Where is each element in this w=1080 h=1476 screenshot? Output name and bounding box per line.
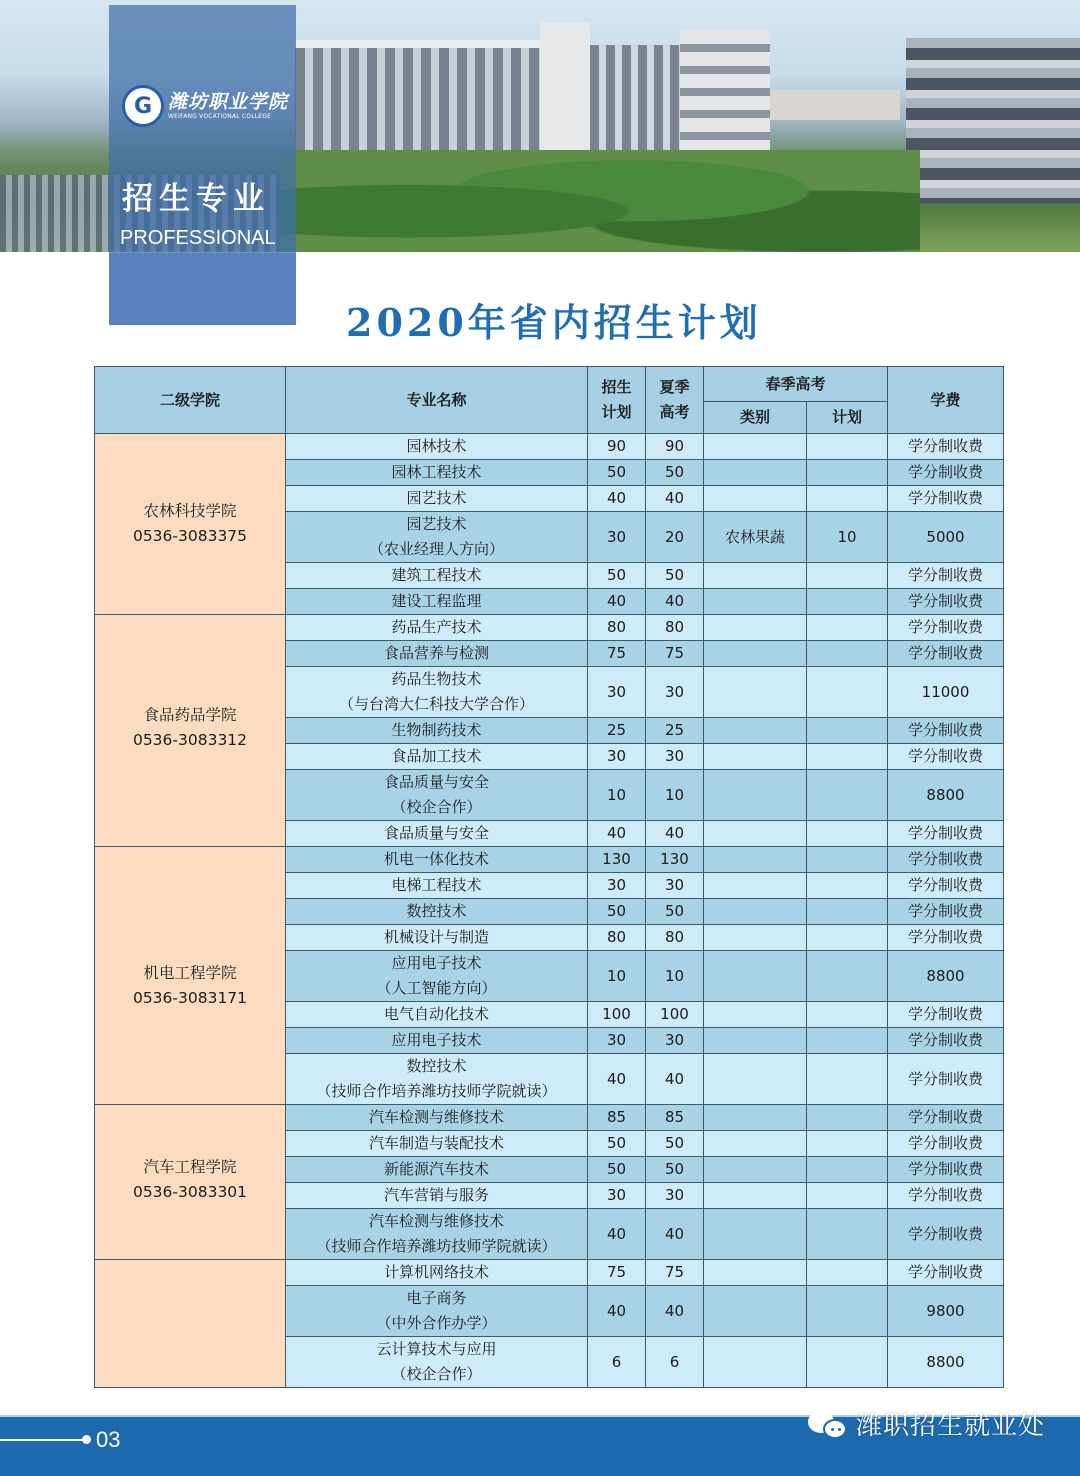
wechat-account-watermark xyxy=(808,1409,1045,1443)
summer-exam-cell: 6 xyxy=(646,1337,704,1388)
section-subtitle: PROFESSIONAL xyxy=(120,227,276,249)
tuition-cell: 学分制收费 xyxy=(888,718,1004,744)
spring-category-cell xyxy=(704,1337,807,1388)
major-cell xyxy=(286,667,588,718)
summer-exam-cell: 100 xyxy=(646,1002,704,1028)
major-name: 食品营养与检测 xyxy=(383,644,489,662)
summer-exam-cell: 50 xyxy=(646,1157,704,1183)
enroll-plan-cell: 30 xyxy=(588,512,646,563)
enroll-plan-cell: 30 xyxy=(588,873,646,899)
tuition-cell: 学分制收费 xyxy=(888,1131,1004,1157)
header-spring-exam: 春季高考 xyxy=(704,367,888,402)
summer-exam-cell: 40 xyxy=(646,1054,704,1105)
summer-exam-cell: 80 xyxy=(646,615,704,641)
college-cell xyxy=(95,1105,286,1260)
major-name: 数控技术 xyxy=(406,902,467,920)
spring-category-cell xyxy=(704,615,807,641)
tuition-cell: 11000 xyxy=(888,667,1004,718)
tuition-cell: 学分制收费 xyxy=(888,925,1004,951)
major-name: 机械设计与制造 xyxy=(383,928,489,946)
spring-plan-cell xyxy=(807,1105,888,1131)
major-note: （技师合作培养潍坊技师学院就读） xyxy=(316,1082,557,1100)
major-cell xyxy=(286,1209,588,1260)
summer-exam-cell: 25 xyxy=(646,718,704,744)
tuition-cell: 8800 xyxy=(888,951,1004,1002)
spring-category-cell xyxy=(704,821,807,847)
summer-exam-cell: 50 xyxy=(646,899,704,925)
spring-category-cell xyxy=(704,486,807,512)
enroll-plan-cell: 75 xyxy=(588,1260,646,1286)
major-name: 新能源汽车技术 xyxy=(383,1160,489,1178)
major-cell xyxy=(286,615,588,641)
major-note: （农业经理人方向） xyxy=(368,540,504,558)
enroll-plan-cell: 10 xyxy=(588,951,646,1002)
major-name: 汽车营销与服务 xyxy=(383,1186,489,1204)
major-name: 汽车检测与维修技术 xyxy=(368,1212,504,1230)
spring-category-cell xyxy=(704,1002,807,1028)
tuition-cell: 学分制收费 xyxy=(888,1028,1004,1054)
spring-plan-cell xyxy=(807,615,888,641)
major-cell xyxy=(286,460,588,486)
major-cell xyxy=(286,1286,588,1337)
major-name: 园林工程技术 xyxy=(391,463,482,481)
enroll-plan-cell: 30 xyxy=(588,1183,646,1209)
header-major: 专业名称 xyxy=(286,367,588,434)
spring-category-cell xyxy=(704,847,807,873)
school-name-en: WEIFANG VOCATIONAL COLLEGE xyxy=(168,113,272,120)
enroll-plan-cell: 30 xyxy=(588,744,646,770)
major-note: （人工智能方向） xyxy=(376,979,497,997)
spring-category-cell xyxy=(704,744,807,770)
major-cell xyxy=(286,589,588,615)
spring-plan-cell xyxy=(807,1131,888,1157)
major-cell xyxy=(286,1157,588,1183)
college-cell xyxy=(95,615,286,847)
major-cell xyxy=(286,1054,588,1105)
major-name: 电子商务 xyxy=(406,1289,467,1307)
spring-plan-cell xyxy=(807,1337,888,1388)
header-tuition: 学费 xyxy=(888,367,1004,434)
spring-category-cell xyxy=(704,1260,807,1286)
summer-exam-cell: 75 xyxy=(646,641,704,667)
building-shape xyxy=(906,38,1080,203)
enroll-plan-cell: 40 xyxy=(588,589,646,615)
major-cell xyxy=(286,1260,588,1286)
major-name: 园林技术 xyxy=(406,437,467,455)
spring-plan-cell xyxy=(807,951,888,1002)
major-name: 食品质量与安全 xyxy=(383,773,489,791)
major-cell xyxy=(286,1105,588,1131)
header-spring-category: 类别 xyxy=(704,402,807,434)
spring-plan-cell xyxy=(807,873,888,899)
footer-decor-dot xyxy=(82,1435,91,1444)
major-cell xyxy=(286,512,588,563)
major-cell xyxy=(286,873,588,899)
enroll-plan-cell: 90 xyxy=(588,434,646,460)
spring-plan-cell xyxy=(807,434,888,460)
header-enroll-plan: 招生 计划 xyxy=(588,367,646,434)
college-phone: 0536-3083312 xyxy=(132,731,248,749)
college-name: 汽车工程学院 xyxy=(143,1158,237,1176)
summer-exam-cell: 50 xyxy=(646,460,704,486)
tuition-cell: 学分制收费 xyxy=(888,563,1004,589)
major-cell xyxy=(286,718,588,744)
major-note: （中外合作办学） xyxy=(376,1314,497,1332)
enroll-plan-cell: 30 xyxy=(588,667,646,718)
major-name: 建设工程监理 xyxy=(391,592,482,610)
tuition-cell: 9800 xyxy=(888,1286,1004,1337)
major-name: 食品质量与安全 xyxy=(383,824,489,842)
summer-exam-cell: 40 xyxy=(646,589,704,615)
table-row xyxy=(95,1260,1004,1286)
major-cell xyxy=(286,1028,588,1054)
summer-exam-cell: 30 xyxy=(646,1028,704,1054)
summer-exam-cell: 20 xyxy=(646,512,704,563)
enroll-plan-cell: 40 xyxy=(588,486,646,512)
major-name: 建筑工程技术 xyxy=(391,566,482,584)
spring-plan-cell xyxy=(807,589,888,615)
spring-plan-cell xyxy=(807,847,888,873)
spring-plan-cell xyxy=(807,1028,888,1054)
tuition-cell: 5000 xyxy=(888,512,1004,563)
spring-plan-cell xyxy=(807,718,888,744)
tuition-cell: 学分制收费 xyxy=(888,847,1004,873)
major-name: 电气自动化技术 xyxy=(383,1005,489,1023)
tuition-cell: 学分制收费 xyxy=(888,1157,1004,1183)
summer-exam-cell: 80 xyxy=(646,925,704,951)
tuition-cell: 学分制收费 xyxy=(888,589,1004,615)
college-phone: 0536-3083301 xyxy=(132,1183,248,1201)
tuition-cell: 8800 xyxy=(888,1337,1004,1388)
spring-plan-cell xyxy=(807,667,888,718)
major-cell xyxy=(286,1183,588,1209)
summer-exam-cell: 50 xyxy=(646,563,704,589)
tuition-cell: 学分制收费 xyxy=(888,486,1004,512)
summer-exam-cell: 40 xyxy=(646,486,704,512)
major-name: 药品生物技术 xyxy=(391,670,482,688)
summer-exam-cell: 40 xyxy=(646,1286,704,1337)
building-shape xyxy=(295,40,545,160)
spring-plan-cell xyxy=(807,1260,888,1286)
major-name: 应用电子技术 xyxy=(391,1031,482,1049)
spring-category-cell xyxy=(704,1028,807,1054)
summer-exam-cell: 30 xyxy=(646,744,704,770)
tuition-cell: 学分制收费 xyxy=(888,1002,1004,1028)
major-name: 机电一体化技术 xyxy=(383,850,489,868)
building-shape xyxy=(590,45,680,155)
major-name: 园艺技术 xyxy=(406,515,467,533)
school-emblem-icon: G xyxy=(122,85,164,127)
spring-category-cell xyxy=(704,951,807,1002)
tuition-cell: 学分制收费 xyxy=(888,460,1004,486)
spring-category-cell xyxy=(704,1054,807,1105)
spring-category-cell xyxy=(704,1105,807,1131)
table-row xyxy=(95,615,1004,641)
tuition-cell: 学分制收费 xyxy=(888,1209,1004,1260)
spring-plan-cell xyxy=(807,1183,888,1209)
tuition-cell: 学分制收费 xyxy=(888,873,1004,899)
table-row xyxy=(95,434,1004,460)
enroll-plan-cell: 80 xyxy=(588,925,646,951)
enroll-plan-cell: 100 xyxy=(588,1002,646,1028)
wechat-account-name: 潍职招生就业处 xyxy=(856,1411,1046,1441)
summer-exam-cell: 10 xyxy=(646,770,704,821)
school-name-cn: 潍坊职业学院 xyxy=(168,91,289,113)
major-cell xyxy=(286,925,588,951)
college-phone: 0536-3083171 xyxy=(132,988,248,1007)
tuition-cell: 学分制收费 xyxy=(888,1054,1004,1105)
building-shape xyxy=(770,90,900,120)
enroll-plan-cell: 10 xyxy=(588,770,646,821)
enroll-plan-cell: 80 xyxy=(588,615,646,641)
tuition-cell: 学分制收费 xyxy=(888,641,1004,667)
enroll-plan-cell: 130 xyxy=(588,847,646,873)
summer-exam-cell: 85 xyxy=(646,1105,704,1131)
spring-category-cell: 农林果蔬 xyxy=(704,512,807,563)
tuition-cell: 学分制收费 xyxy=(888,1105,1004,1131)
spring-category-cell xyxy=(704,1209,807,1260)
major-name: 汽车制造与装配技术 xyxy=(368,1134,504,1152)
spring-plan-cell xyxy=(807,486,888,512)
section-title: 招生专业 xyxy=(122,181,270,217)
major-cell xyxy=(286,1337,588,1388)
enroll-plan-cell: 50 xyxy=(588,460,646,486)
major-cell xyxy=(286,641,588,667)
spring-plan-cell xyxy=(807,744,888,770)
enroll-plan-cell: 50 xyxy=(588,1131,646,1157)
wechat-icon xyxy=(808,1409,850,1443)
enrollment-plan-table xyxy=(94,366,1004,1388)
spring-plan-cell xyxy=(807,770,888,821)
tuition-cell: 8800 xyxy=(888,770,1004,821)
spring-category-cell xyxy=(704,563,807,589)
footer-decor-line xyxy=(0,1439,84,1441)
building-shape xyxy=(540,22,590,162)
major-note: （校企合作） xyxy=(391,1365,482,1383)
table-row xyxy=(95,847,1004,873)
major-name: 应用电子技术 xyxy=(391,954,482,972)
enroll-plan-cell: 30 xyxy=(588,1028,646,1054)
major-cell xyxy=(286,1131,588,1157)
major-cell xyxy=(286,486,588,512)
spring-category-cell xyxy=(704,1131,807,1157)
major-name: 云计算技术与应用 xyxy=(376,1340,497,1358)
spring-category-cell xyxy=(704,873,807,899)
major-note: （与台湾大仁科技大学合作） xyxy=(338,695,534,713)
header-summer-exam: 夏季 高考 xyxy=(646,367,704,434)
tuition-cell: 学分制收费 xyxy=(888,899,1004,925)
spring-category-cell xyxy=(704,718,807,744)
college-name: 农林科技学院 xyxy=(143,502,237,520)
college-cell xyxy=(95,847,286,1105)
spring-plan-cell xyxy=(807,899,888,925)
major-cell xyxy=(286,951,588,1002)
summer-exam-cell: 75 xyxy=(646,1260,704,1286)
major-note: （校企合作） xyxy=(391,798,482,816)
major-name: 汽车检测与维修技术 xyxy=(368,1108,504,1126)
major-note: （技师合作培养潍坊技师学院就读） xyxy=(316,1237,557,1255)
spring-plan-cell xyxy=(807,1209,888,1260)
major-cell xyxy=(286,770,588,821)
enroll-plan-cell: 40 xyxy=(588,1286,646,1337)
spring-category-cell xyxy=(704,460,807,486)
spring-category-cell xyxy=(704,925,807,951)
tuition-cell: 学分制收费 xyxy=(888,615,1004,641)
major-cell xyxy=(286,434,588,460)
major-cell xyxy=(286,563,588,589)
spring-category-cell xyxy=(704,667,807,718)
header-spring-plan: 计划 xyxy=(807,402,888,434)
school-logo xyxy=(122,85,288,127)
major-cell xyxy=(286,821,588,847)
spring-plan-cell: 10 xyxy=(807,512,888,563)
tuition-cell: 学分制收费 xyxy=(888,1260,1004,1286)
spring-plan-cell xyxy=(807,925,888,951)
major-name: 电梯工程技术 xyxy=(391,876,482,894)
table-row xyxy=(95,1105,1004,1131)
spring-plan-cell xyxy=(807,1286,888,1337)
tuition-cell: 学分制收费 xyxy=(888,821,1004,847)
building-shape xyxy=(680,30,770,160)
spring-plan-cell xyxy=(807,821,888,847)
enroll-plan-cell: 6 xyxy=(588,1337,646,1388)
spring-plan-cell xyxy=(807,641,888,667)
enroll-plan-cell: 75 xyxy=(588,641,646,667)
major-cell xyxy=(286,1002,588,1028)
spring-plan-cell xyxy=(807,460,888,486)
enroll-plan-cell: 85 xyxy=(588,1105,646,1131)
page-number: 03 xyxy=(96,1427,121,1452)
enroll-plan-cell: 50 xyxy=(588,1157,646,1183)
major-cell xyxy=(286,847,588,873)
page-title: 2020年省内招生计划 xyxy=(346,300,762,345)
spring-category-cell xyxy=(704,1157,807,1183)
summer-exam-cell: 30 xyxy=(646,1183,704,1209)
enroll-plan-cell: 40 xyxy=(588,1054,646,1105)
spring-plan-cell xyxy=(807,1054,888,1105)
spring-plan-cell xyxy=(807,563,888,589)
enroll-plan-cell: 40 xyxy=(588,1209,646,1260)
enroll-plan-cell: 50 xyxy=(588,563,646,589)
trees-shape xyxy=(280,150,920,252)
spring-category-cell xyxy=(704,899,807,925)
brand-panel xyxy=(109,5,296,325)
summer-exam-cell: 50 xyxy=(646,1131,704,1157)
college-name: 食品药品学院 xyxy=(143,706,237,724)
summer-exam-cell: 10 xyxy=(646,951,704,1002)
spring-category-cell xyxy=(704,1183,807,1209)
college-name: 机电工程学院 xyxy=(143,963,237,982)
major-cell xyxy=(286,899,588,925)
summer-exam-cell: 30 xyxy=(646,873,704,899)
spring-plan-cell xyxy=(807,1157,888,1183)
spring-category-cell xyxy=(704,641,807,667)
college-cell xyxy=(95,1260,286,1388)
tuition-cell: 学分制收费 xyxy=(888,434,1004,460)
major-name: 计算机网络技术 xyxy=(383,1263,489,1281)
enroll-plan-cell: 40 xyxy=(588,821,646,847)
summer-exam-cell: 30 xyxy=(646,667,704,718)
major-name: 药品生产技术 xyxy=(391,618,482,636)
header-college: 二级学院 xyxy=(95,367,286,434)
summer-exam-cell: 90 xyxy=(646,434,704,460)
spring-category-cell xyxy=(704,434,807,460)
major-name: 食品加工技术 xyxy=(391,747,482,765)
tuition-cell: 学分制收费 xyxy=(888,1183,1004,1209)
college-phone: 0536-3083375 xyxy=(132,527,248,545)
tuition-cell: 学分制收费 xyxy=(888,744,1004,770)
college-cell xyxy=(95,434,286,615)
enroll-plan-cell: 50 xyxy=(588,899,646,925)
major-name: 数控技术 xyxy=(406,1057,467,1075)
summer-exam-cell: 40 xyxy=(646,821,704,847)
major-cell xyxy=(286,744,588,770)
spring-plan-cell xyxy=(807,1002,888,1028)
enroll-plan-cell: 25 xyxy=(588,718,646,744)
major-name: 生物制药技术 xyxy=(391,721,482,739)
spring-category-cell xyxy=(704,1286,807,1337)
spring-category-cell xyxy=(704,770,807,821)
spring-category-cell xyxy=(704,589,807,615)
summer-exam-cell: 130 xyxy=(646,847,704,873)
major-name: 园艺技术 xyxy=(406,489,467,507)
summer-exam-cell: 40 xyxy=(646,1209,704,1260)
